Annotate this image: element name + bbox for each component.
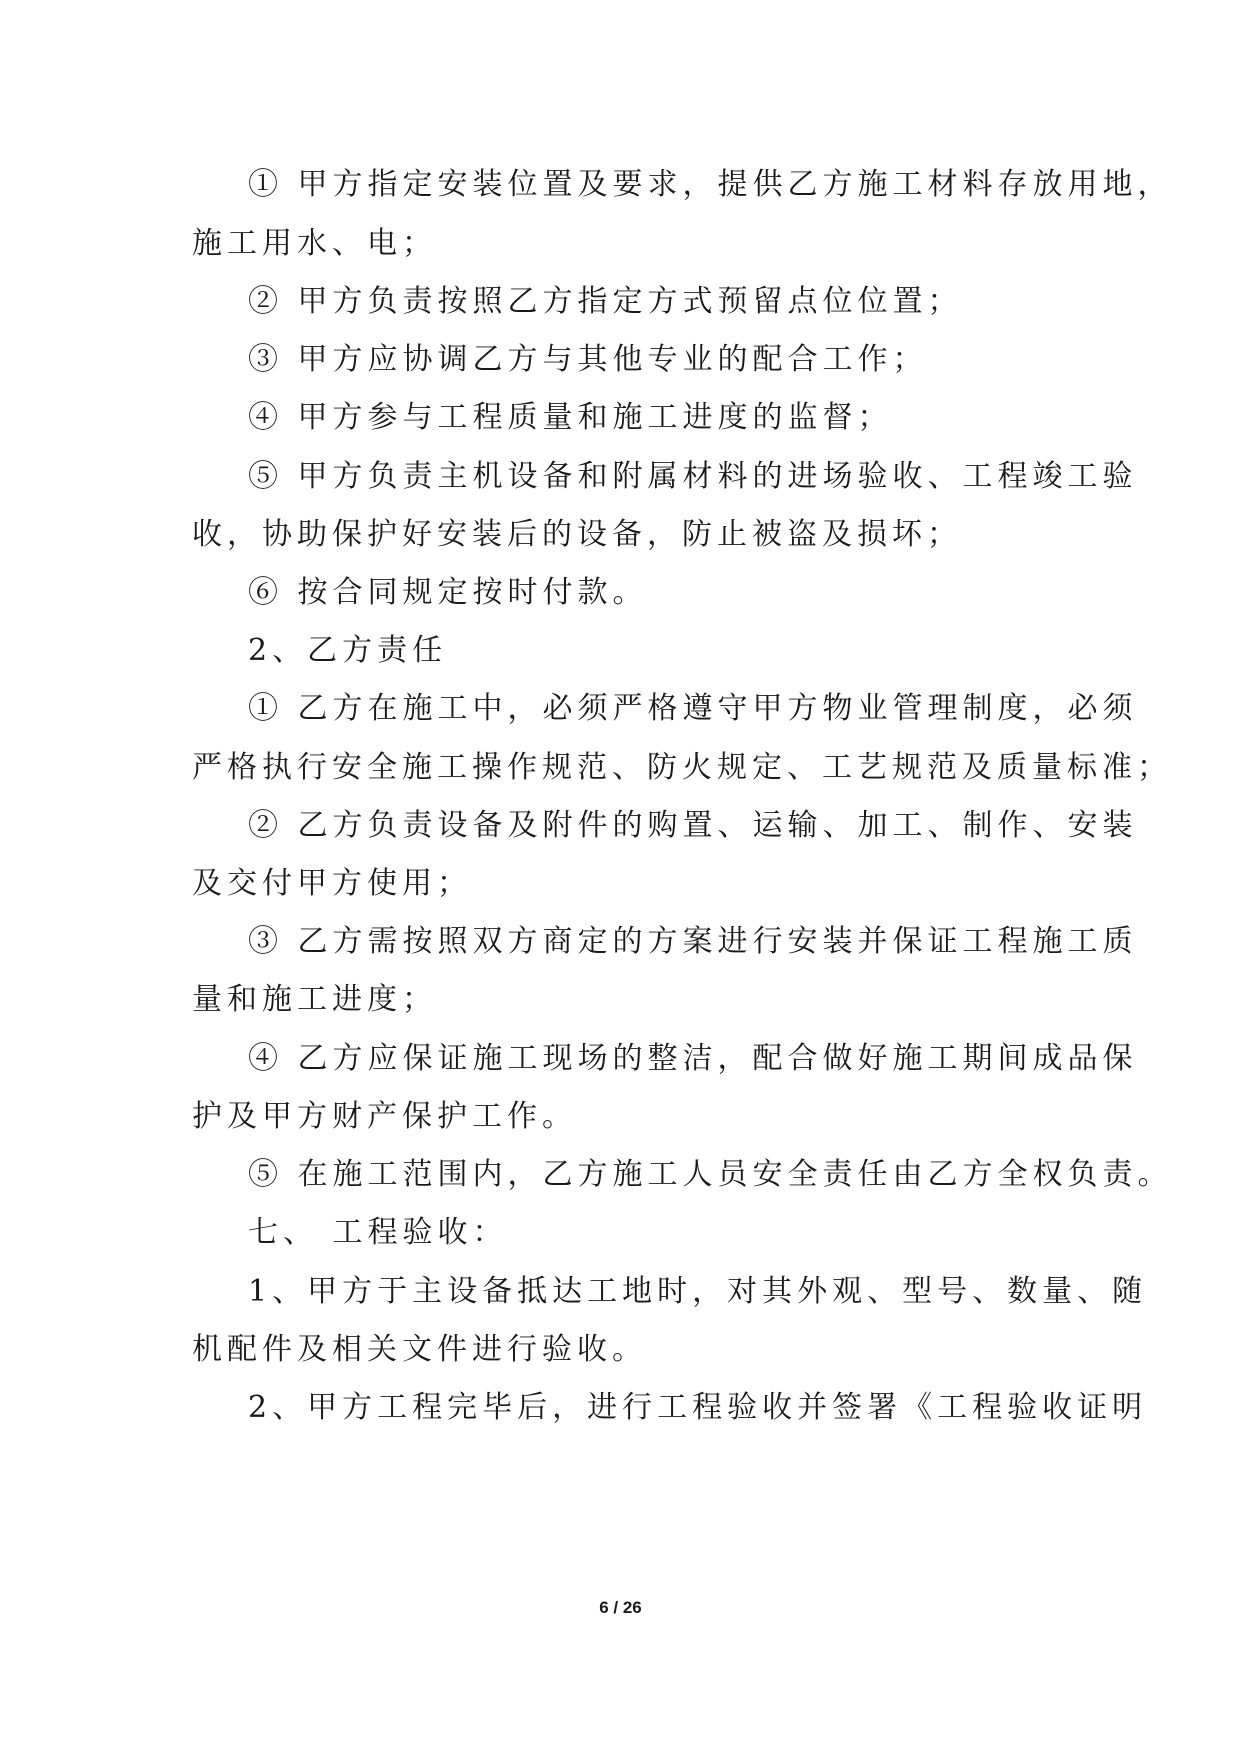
paragraph-line: 1、甲方于主设备抵达工地时，对其外观、型号、数量、随 [248, 1274, 1148, 1309]
paragraph-line: 及交付甲方使用； [192, 866, 472, 901]
paragraph-line: 护及甲方财产保护工作。 [192, 1099, 577, 1134]
paragraph-line: ③ 乙方需按照双方商定的方案进行安装并保证工程施工质 [248, 924, 1138, 959]
paragraph-line: 施工用水、电； [192, 226, 437, 261]
section-heading: 七、 工程验收： [248, 1215, 508, 1250]
paragraph-line: ② 乙方负责设备及附件的购置、运输、加工、制作、安装 [248, 808, 1138, 843]
paragraph-line: ④ 乙方应保证施工现场的整洁，配合做好施工期间成品保 [248, 1041, 1138, 1076]
paragraph-line: ⑥ 按合同规定按时付款。 [248, 575, 648, 610]
section-heading: 2、乙方责任 [248, 633, 448, 668]
page-number: 6 / 26 [599, 1598, 642, 1617]
paragraph-line: 严格执行安全施工操作规范、防火规定、工艺规范及质量标准； [192, 750, 1172, 785]
paragraph-line: ① 甲方指定安装位置及要求，提供乙方施工材料存放用地， [248, 167, 1173, 202]
paragraph-line: ① 乙方在施工中，必须严格遵守甲方物业管理制度，必须 [248, 691, 1138, 726]
paragraph-line: ③ 甲方应协调乙方与其他专业的配合工作； [248, 342, 928, 377]
paragraph-line: 量和施工进度； [192, 982, 437, 1017]
paragraph-line: ⑤ 甲方负责主机设备和附属材料的进场验收、工程竣工验 [248, 459, 1138, 494]
paragraph-line: ② 甲方负责按照乙方指定方式预留点位位置； [248, 284, 963, 319]
paragraph-line: 2、甲方工程完毕后，进行工程验收并签署《工程验收证明 [248, 1390, 1148, 1425]
paragraph-line: 机配件及相关文件进行验收。 [192, 1332, 647, 1367]
paragraph-line: 收，协助保护好安装后的设备，防止被盗及损坏； [192, 517, 962, 552]
paragraph-line: ④ 甲方参与工程质量和施工进度的监督； [248, 400, 893, 435]
paragraph-line: ⑤ 在施工范围内，乙方施工人员安全责任由乙方全权负责。 [248, 1157, 1173, 1192]
